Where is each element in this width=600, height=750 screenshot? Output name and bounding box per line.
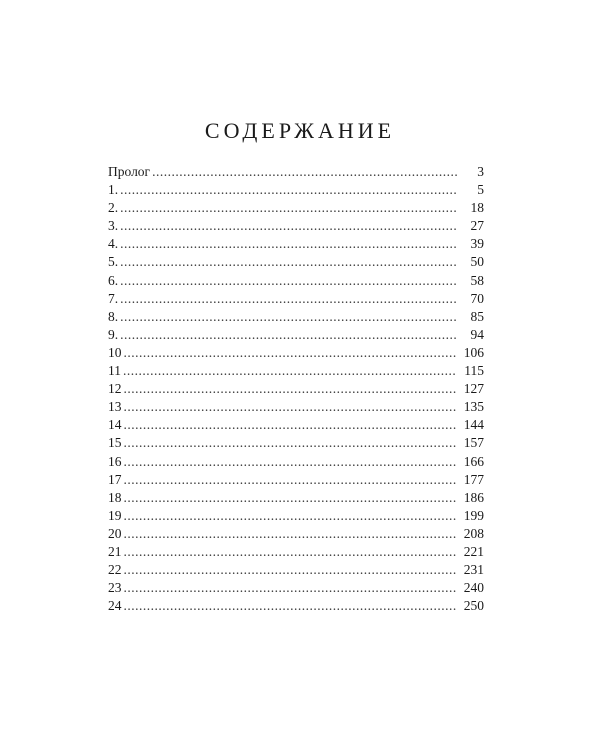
toc-entry <box>108 561 484 579</box>
toc-dot-leader <box>124 597 458 615</box>
toc-entry-label: 23 <box>108 580 122 596</box>
toc-entry <box>108 163 484 181</box>
toc-entry <box>108 398 484 416</box>
toc-dot-leader <box>123 362 457 380</box>
toc-dot-leader <box>120 253 457 271</box>
toc-entry-label: 16 <box>108 453 122 469</box>
toc-entry-label: 5. <box>108 254 119 270</box>
toc-dot-leader <box>120 181 457 199</box>
toc-entry <box>108 507 484 525</box>
toc-title: СОДЕРЖАНИЕ <box>204 118 396 143</box>
toc-entry <box>108 253 484 271</box>
toc-entry-page-number: 250 <box>463 598 484 614</box>
toc-dot-leader <box>124 543 458 561</box>
toc-entry-page-number: 39 <box>470 236 484 252</box>
toc-entry <box>108 181 484 199</box>
toc-entry-label: 22 <box>108 562 122 578</box>
toc-entry-label: 10 <box>108 344 122 360</box>
toc-entry-page-number: 5 <box>477 182 484 198</box>
toc-entry-label: 24 <box>108 598 122 614</box>
toc-dot-leader <box>124 471 458 489</box>
toc-dot-leader <box>124 398 458 416</box>
toc-entry-page-number: 94 <box>470 326 484 342</box>
toc-entry <box>108 471 484 489</box>
toc-entry-label: 19 <box>108 507 122 523</box>
toc-dot-leader <box>120 326 457 344</box>
toc-dot-leader <box>124 579 458 597</box>
toc-entry-page-number: 166 <box>463 453 484 469</box>
toc-entry <box>108 434 484 452</box>
toc-dot-leader <box>120 290 457 308</box>
toc-entry-page-number: 70 <box>470 290 484 306</box>
toc-entry-page-number: 58 <box>470 272 484 288</box>
toc-entry-label: 15 <box>108 435 122 451</box>
toc-dot-leader <box>120 235 457 253</box>
toc-entry-page-number: 221 <box>463 543 484 559</box>
toc-entry-page-number: 3 <box>477 164 484 179</box>
toc-entry-label: 21 <box>108 543 122 559</box>
toc-dot-leader <box>120 308 457 326</box>
toc-entry <box>108 453 484 471</box>
toc-list <box>108 163 484 615</box>
toc-entry <box>108 543 484 561</box>
toc-entry-label: 18 <box>108 489 122 505</box>
toc-entry <box>108 235 484 253</box>
toc-entry-label: 4. <box>108 236 119 252</box>
toc-entry-label: Пролог <box>108 164 151 179</box>
toc-dot-leader <box>124 344 458 362</box>
toc-entry-label: 14 <box>108 417 122 433</box>
toc-entry-page-number: 208 <box>463 525 484 541</box>
toc-dot-leader <box>124 525 458 543</box>
toc-entry <box>108 326 484 344</box>
toc-entry-page-number: 18 <box>470 200 484 216</box>
toc-entry-label: 6. <box>108 272 119 288</box>
toc-entry-label: 11 <box>108 363 121 379</box>
toc-entry-page-number: 144 <box>463 417 484 433</box>
toc-entry-page-number: 115 <box>464 363 484 379</box>
toc-entry <box>108 199 484 217</box>
toc-entry-page-number: 199 <box>463 507 484 523</box>
toc-dot-leader <box>124 561 458 579</box>
toc-entry-page-number: 106 <box>463 344 484 360</box>
toc-entry <box>108 380 484 398</box>
toc-entry <box>108 272 484 290</box>
toc-dot-leader <box>124 489 458 507</box>
toc-entry <box>108 597 484 615</box>
toc-entry-label: 8. <box>108 308 119 324</box>
toc-entry-label: 7. <box>108 290 119 306</box>
toc-entry <box>108 489 484 507</box>
toc-entry-label: 2. <box>108 200 119 216</box>
toc-entry-label: 3. <box>108 218 119 234</box>
toc-dot-leader <box>124 380 458 398</box>
toc-entry-label: 20 <box>108 525 122 541</box>
toc-entry-page-number: 186 <box>463 489 484 505</box>
toc-dot-leader <box>152 163 457 181</box>
toc-entry <box>108 217 484 235</box>
toc-entry-page-number: 240 <box>463 580 484 596</box>
toc-entry <box>108 290 484 308</box>
toc-entry <box>108 416 484 434</box>
toc-dot-leader <box>124 416 458 434</box>
toc-entry-page-number: 135 <box>463 399 484 415</box>
toc-entry-page-number: 27 <box>470 218 484 234</box>
toc-entry-page-number: 177 <box>463 471 484 487</box>
toc-dot-leader <box>120 217 457 235</box>
toc-entry-label: 9. <box>108 326 119 342</box>
toc-dot-leader <box>120 199 457 217</box>
toc-entry <box>108 308 484 326</box>
toc-entry-page-number: 50 <box>470 254 484 270</box>
toc-entry-page-number: 157 <box>463 435 484 451</box>
toc-dot-leader <box>124 507 458 525</box>
toc-entry <box>108 525 484 543</box>
toc-entry-page-number: 127 <box>463 381 484 397</box>
toc-entry-label: 12 <box>108 381 122 397</box>
toc-entry-label: 13 <box>108 399 122 415</box>
toc-dot-leader <box>124 434 458 452</box>
toc-entry-page-number: 85 <box>470 308 484 324</box>
toc-entry-label: 1. <box>108 182 119 198</box>
toc-entry-label: 17 <box>108 471 122 487</box>
toc-dot-leader <box>124 453 458 471</box>
toc-dot-leader <box>120 272 457 290</box>
toc-entry <box>108 579 484 597</box>
toc-entry-page-number: 231 <box>463 562 484 578</box>
toc-entry <box>108 344 484 362</box>
toc-entry <box>108 362 484 380</box>
